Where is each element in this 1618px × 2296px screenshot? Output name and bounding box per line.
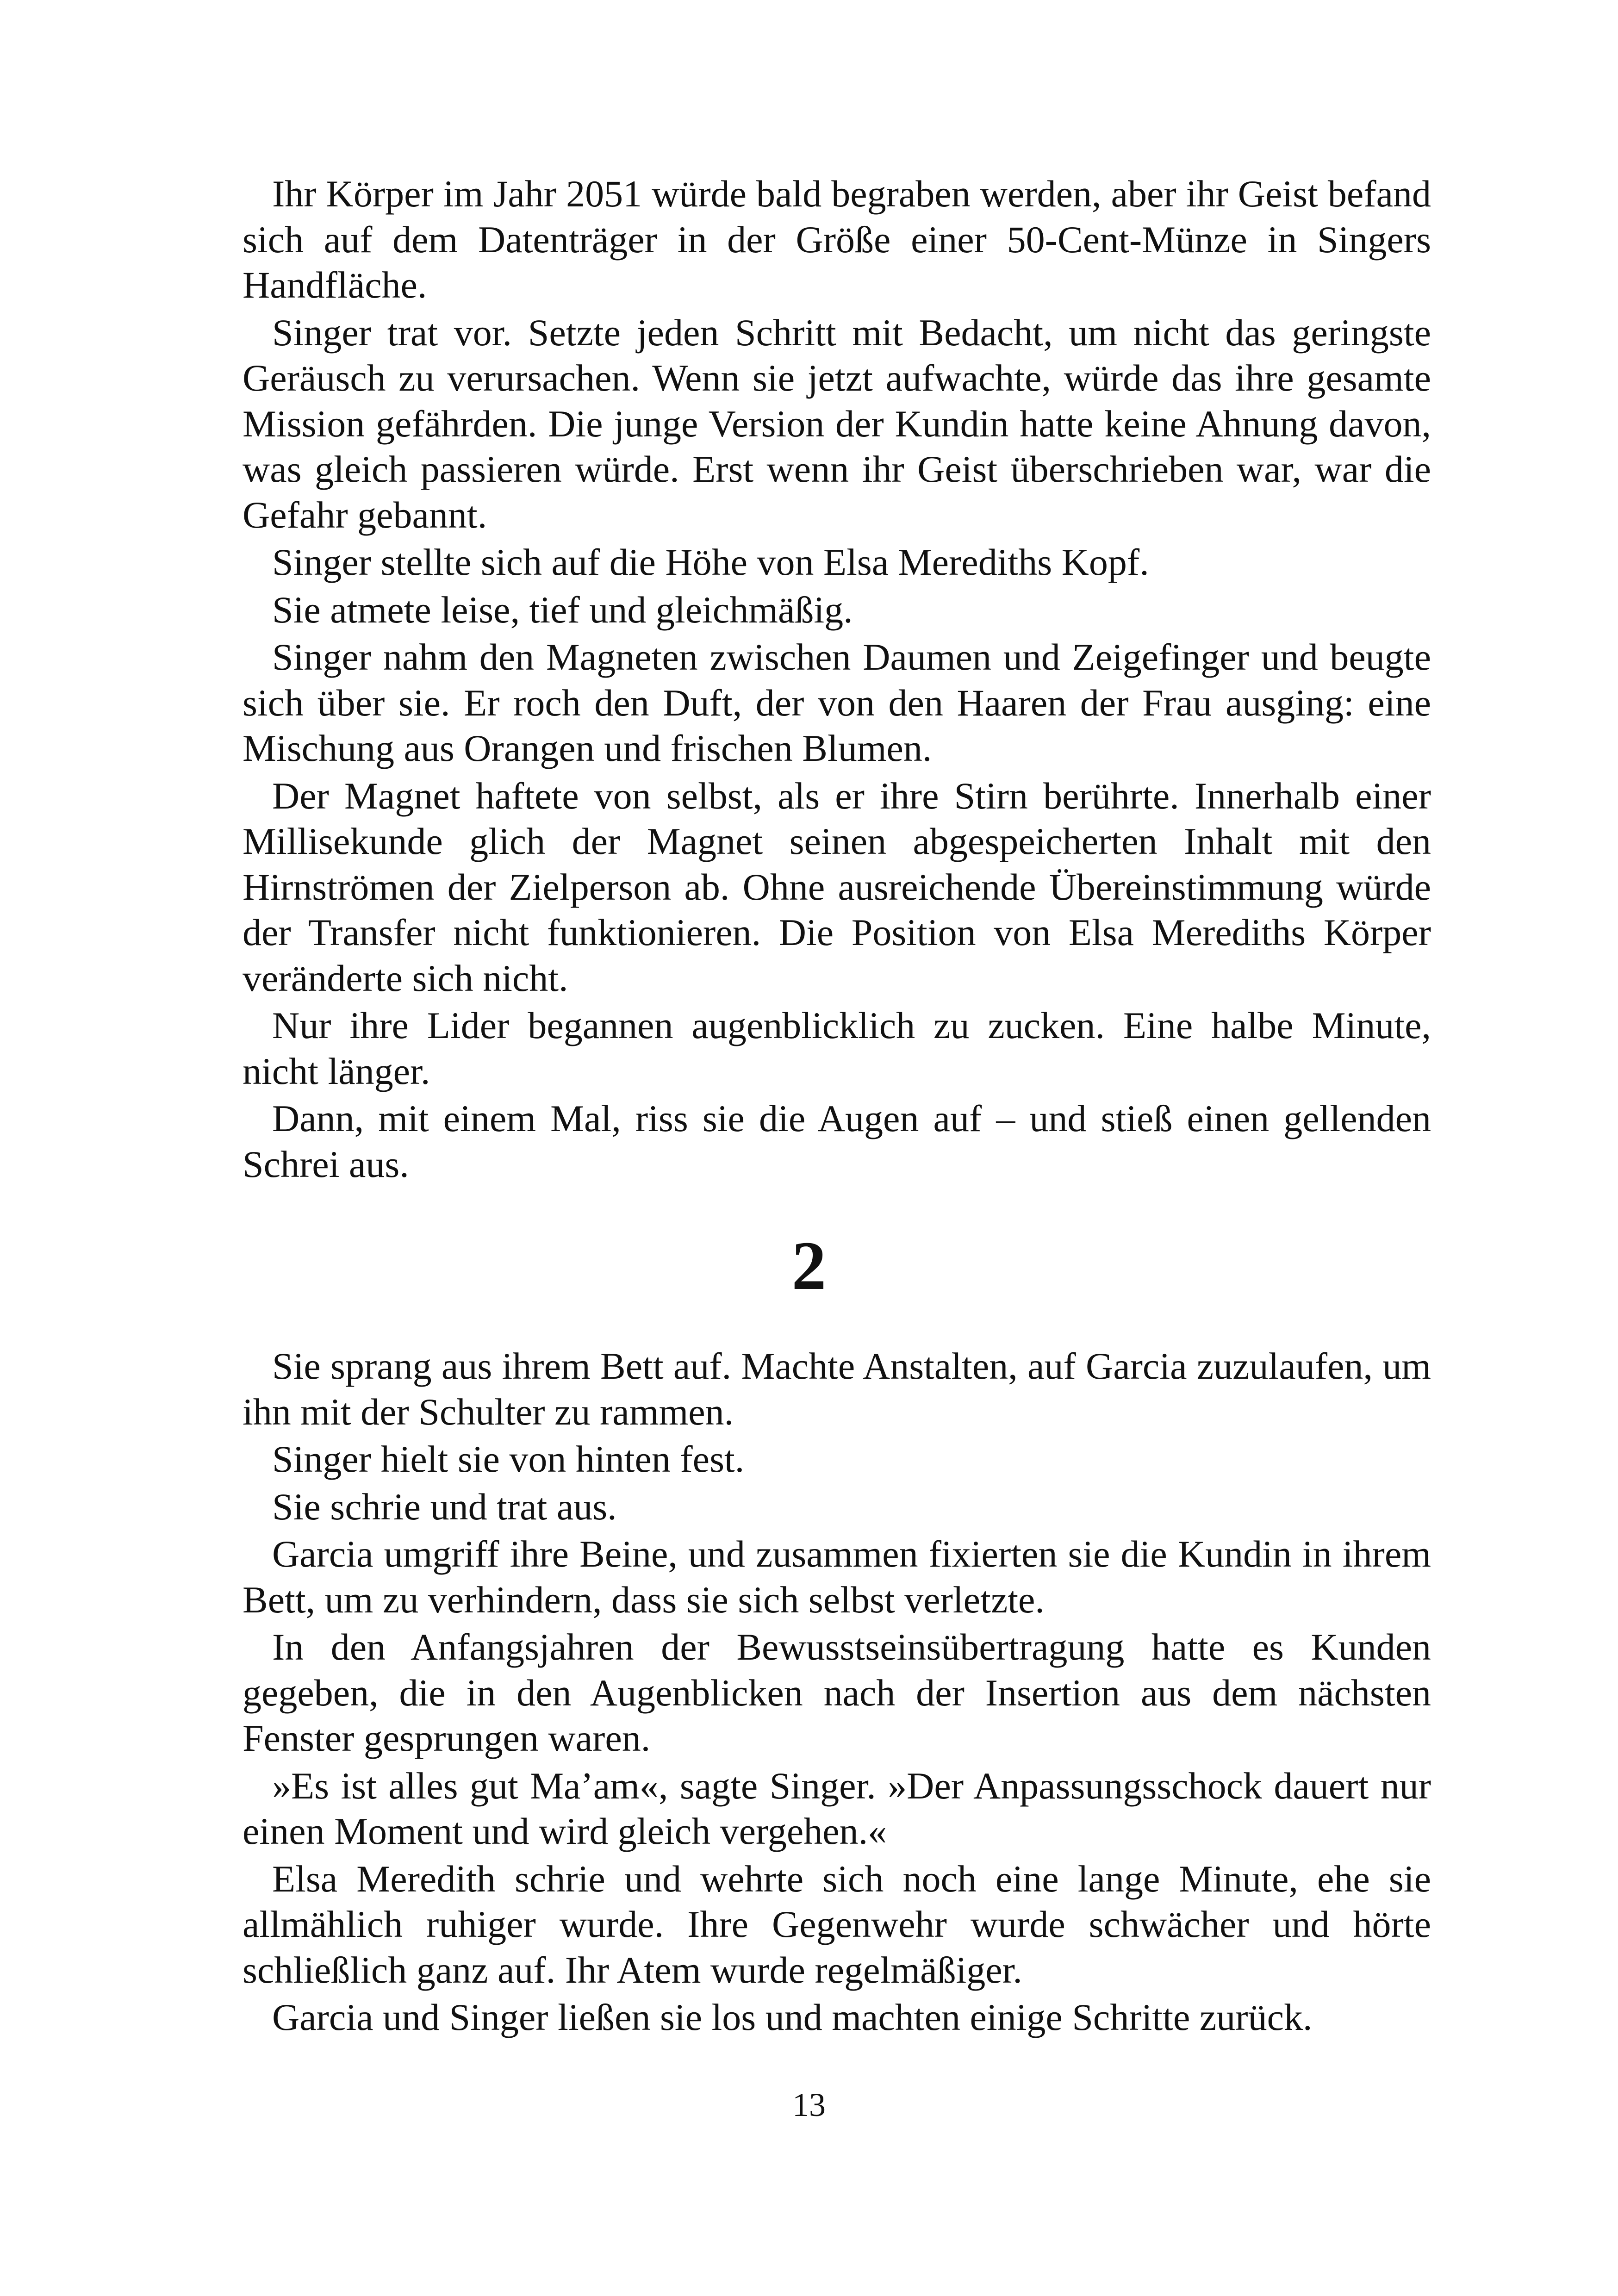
paragraph: Garcia umgriff ihre Beine, und zusammen fixierten sie die Kundin in ihrem Bett, um zu verhindern, dass sie sich selbst verletzte. (243, 1533, 1431, 1621)
section-one-text (243, 171, 1431, 1189)
paragraph: Singer trat vor. Setzte jeden Schritt mit Bedacht, um nicht das geringste Geräusch zu verursachen. Wenn sie jetzt aufwachte, würde das ihre gesamte Mission gefährden. Die junge Version der Kundin hatte keine Ahnung davon, was gleich passieren würde. Erst wenn ihr Geist überschrieben war, war die Gefahr gebannt. (243, 311, 1431, 536)
paragraph: Sie sprang aus ihrem Bett auf. Machte Anstalten, auf Garcia zuzulaufen, um ihn mit der Schulter zu rammen. (243, 1345, 1431, 1433)
chapter-number: 2 (791, 1227, 827, 1304)
paragraph: Elsa Meredith schrie und wehrte sich noch eine lange Minute, ehe sie allmählich ruhiger wurde. Ihre Gegenwehr wurde schwächer und hörte schließlich ganz auf. Ihr Atem wurde regelmäßiger. (243, 1857, 1431, 1991)
paragraph: Singer hielt sie von hinten fest. (272, 1438, 745, 1480)
paragraph: Nur ihre Lider begannen augenblicklich zu zucken. Eine halbe Minute, nicht länger. (243, 1004, 1431, 1092)
paragraph: Singer stellte sich auf die Höhe von Elsa Merediths Kopf. (272, 541, 1149, 583)
paragraph: »Es ist alles gut Ma’am«, sagte Singer. »Der Anpassungsschock dauert nur einen Moment und wird gleich vergehen.« (243, 1764, 1431, 1852)
paragraph: Garcia und Singer ließen sie los und machten einige Schritte zurück. (272, 1996, 1313, 2038)
paragraph: Dann, mit einem Mal, riss sie die Augen auf – und stieß einen gellenden Schrei aus. (243, 1097, 1431, 1185)
paragraph: Sie schrie und trat aus. (272, 1485, 617, 1528)
paragraph: Ihr Körper im Jahr 2051 würde bald begraben werden, aber ihr Geist befand sich auf dem Datenträger in der Größe einer 50-Cent-Münze in Singers Handfläche. (243, 173, 1431, 306)
page-number: 13 (792, 2086, 826, 2123)
paragraph: In den Anfangsjahren der Bewusstseinsübertragung hatte es Kunden gegeben, die in den Augenblicken nach der Insertion aus dem nächsten Fenster gesprungen waren. (243, 1626, 1431, 1759)
paragraph: Sie atmete leise, tief und gleichmäßig. (272, 588, 853, 631)
section-two-text (243, 1344, 1431, 2042)
paragraph: Singer nahm den Magneten zwischen Daumen und Zeigefinger und beugte sich über sie. Er roch den Duft, der von den Haaren der Frau ausging: eine Mischung aus Orangen und frischen Blumen. (243, 636, 1431, 769)
paragraph: Der Magnet haftete von selbst, als er ihre Stirn berührte. Innerhalb einer Millisekunde glich der Magnet seinen abgespeicherten Inhalt mit den Hirnströmen der Zielperson ab. Ohne ausreichende Übereinstimmung würde der Transfer nicht funktionieren. Die Position von Elsa Merediths Körper veränderte sich nicht. (243, 774, 1431, 999)
